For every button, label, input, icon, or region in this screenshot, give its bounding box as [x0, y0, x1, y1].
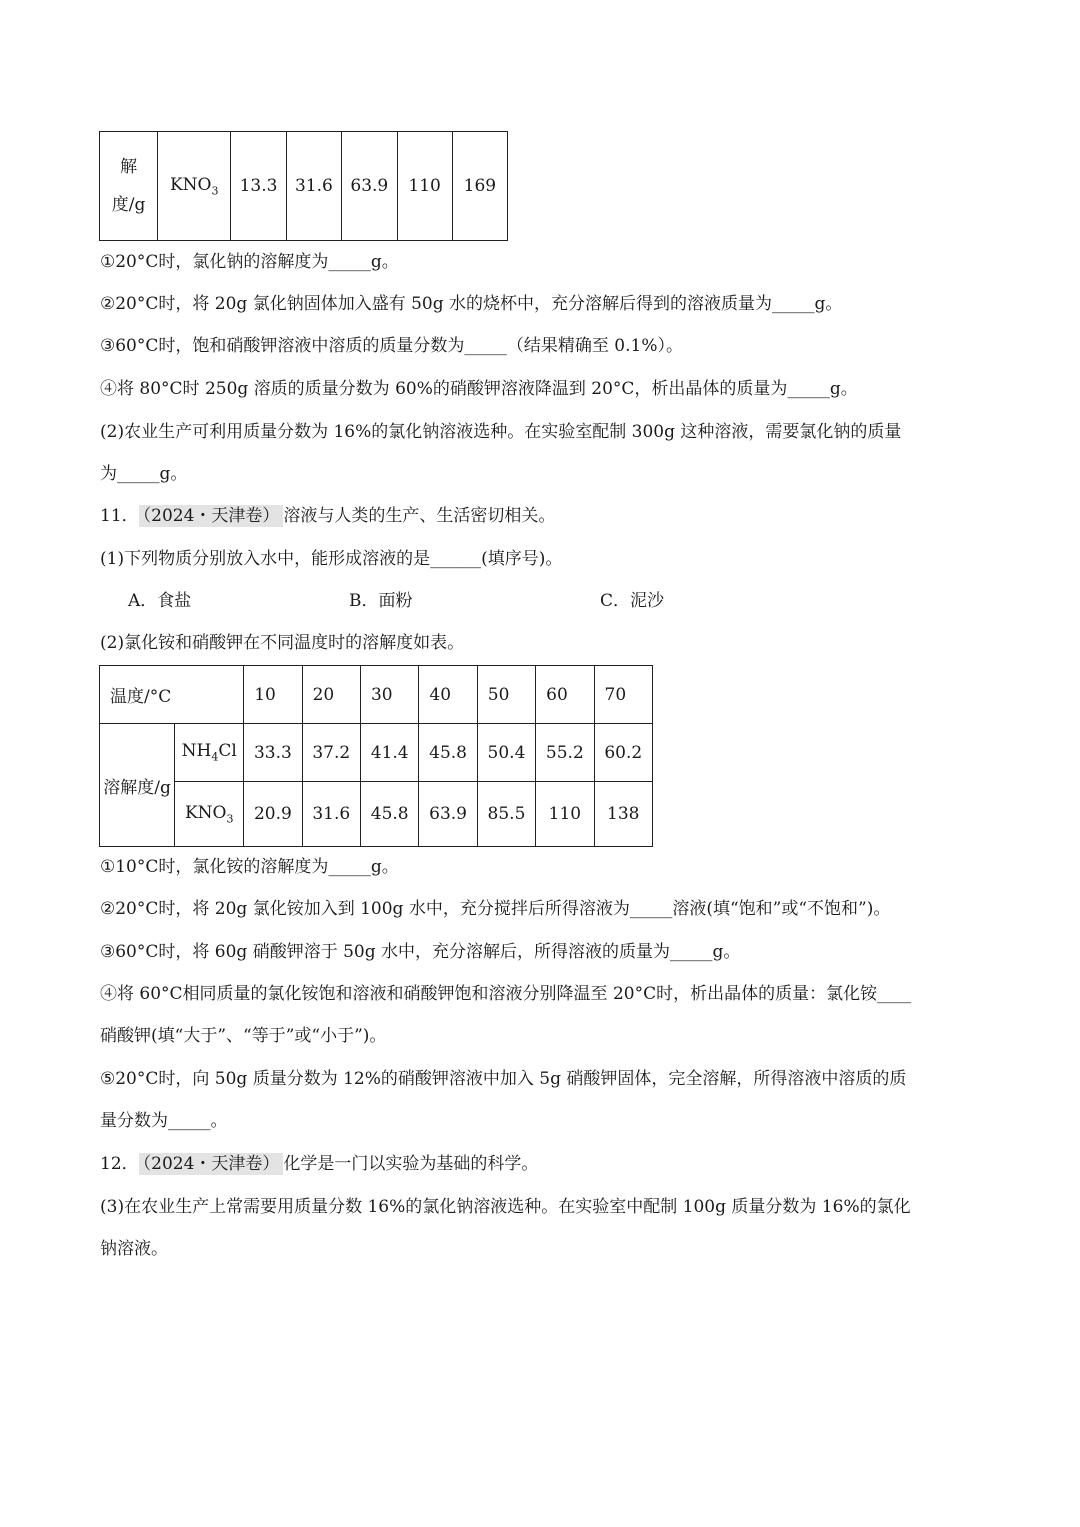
temp-cell: 60 [536, 666, 594, 724]
table-cell: 37.2 [302, 724, 360, 782]
substance-name: KNO [169, 174, 212, 195]
temp-cell: 10 [244, 666, 302, 724]
option-c: C．泥沙 [600, 591, 665, 611]
question-line: 硝酸钾(填“大于”、“等于”或“小于”)。 [100, 1026, 387, 1046]
solubility-table [99, 665, 653, 847]
table-cell: 50.4 [477, 724, 535, 782]
question-line: ④将 60°C相同质量的氯化铵饱和溶液和硝酸钾饱和溶液分别降温至 20°C时，析出晶体的质量：氯化铵____ [100, 984, 912, 1004]
question-line: ①20°C时，氯化钠的溶解度为_____g。 [100, 252, 399, 272]
option-a: A．食盐 [128, 591, 192, 611]
question-line: ②20°C时，将 20g 氯化钠固体加入盛有 50g 水的烧杯中，充分溶解后得到的溶液质量为_____g。 [100, 294, 843, 314]
substance-cell [175, 724, 244, 782]
table-cell: 138 [594, 782, 652, 847]
question-line: ④将 80°C时 250g 溶质的质量分数为 60%的硝酸钾溶液降温到 20°C，析出晶体的质量为_____g。 [100, 379, 858, 399]
row-label-bottom: 度/g [111, 195, 146, 215]
question-line: 钠溶液。 [100, 1239, 168, 1259]
question-line: ②20°C时，将 20g 氯化铵加入到 100g 水中，充分搅拌后所得溶液为_____溶液(填“饱和”或“不饱和”)。 [100, 899, 891, 919]
temp-cell: 40 [419, 666, 477, 724]
question-line: (1)下列物质分别放入水中，能形成溶液的是______(填序号)。 [100, 549, 563, 569]
table-cell: 110 [397, 132, 452, 241]
table-cell: 55.2 [536, 724, 594, 782]
question-line: ③60°C时，将 60g 硝酸钾溶于 50g 水中，充分溶解后，所得溶液的质量为_____g。 [100, 942, 741, 962]
table-cell: 63.9 [342, 132, 397, 241]
substance-cell [175, 782, 244, 847]
temp-cell: 30 [360, 666, 418, 724]
question-line: ①10°C时，氯化铵的溶解度为_____g。 [100, 857, 399, 877]
source-tag: （2024・天津卷） [139, 505, 284, 527]
table-cell: 13.3 [231, 132, 286, 241]
question-line: 量分数为_____。 [100, 1111, 228, 1131]
row-group-label: 溶解度/g [100, 724, 175, 847]
temp-cell: 70 [594, 666, 652, 724]
substance-name: KNO [184, 802, 227, 823]
substance-subscript: 4 [211, 750, 219, 764]
question-line: ⑤20°C时，向 50g 质量分数为 12%的硝酸钾溶液中加入 5g 硝酸钾固体，完全溶解，所得溶液中溶质的质 [100, 1069, 907, 1089]
row-label-cell [100, 132, 158, 241]
table-cell: 85.5 [477, 782, 535, 847]
substance-tail: Cl [218, 741, 237, 762]
table-cell: 33.3 [244, 724, 302, 782]
question-line: (2)氯化铵和硝酸钾在不同温度时的溶解度如表。 [100, 633, 465, 653]
substance-cell [158, 132, 231, 241]
table-cell: 60.2 [594, 724, 652, 782]
question-line: ③60°C时，饱和硝酸钾溶液中溶质的质量分数为_____（结果精确至 0.1%）。 [100, 336, 683, 356]
temp-cell: 50 [477, 666, 535, 724]
substance-subscript: 3 [211, 184, 219, 198]
substance-subscript: 3 [226, 812, 234, 826]
question-line: 为_____g。 [100, 464, 188, 484]
table-cell: 20.9 [244, 782, 302, 847]
temp-cell: 20 [302, 666, 360, 724]
substance-name: NH [181, 741, 212, 762]
question-11-header [100, 504, 555, 528]
question-line: (3)在农业生产上常需要用质量分数 16%的氯化钠溶液选种。在实验室中配制 100g 质量分数为 16%的氯化 [100, 1197, 911, 1217]
source-tag: （2024・天津卷） [139, 1153, 284, 1175]
question-number: 12． [100, 1154, 139, 1174]
table-cell: 31.6 [302, 782, 360, 847]
row-label-top: 解 [120, 157, 138, 177]
solubility-table-partial [99, 131, 508, 241]
table-cell: 41.4 [360, 724, 418, 782]
table-cell: 45.8 [419, 724, 477, 782]
table-cell: 45.8 [360, 782, 418, 847]
table-cell: 110 [536, 782, 594, 847]
table-cell: 31.6 [286, 132, 341, 241]
table-cell: 169 [452, 132, 507, 241]
question-line: (2)农业生产可利用质量分数为 16%的氯化钠溶液选种。在实验室配制 300g 这种溶液，需要氯化钠的质量 [100, 422, 902, 442]
option-b: B．面粉 [349, 591, 413, 611]
question-12-header [100, 1152, 538, 1176]
question-number: 11． [100, 506, 139, 526]
question-stem: 溶液与人类的生产、生活密切相关。 [283, 506, 556, 526]
table-cell: 63.9 [419, 782, 477, 847]
question-stem: 化学是一门以实验为基础的科学。 [283, 1154, 539, 1174]
header-label: 温度/°C [100, 666, 244, 724]
